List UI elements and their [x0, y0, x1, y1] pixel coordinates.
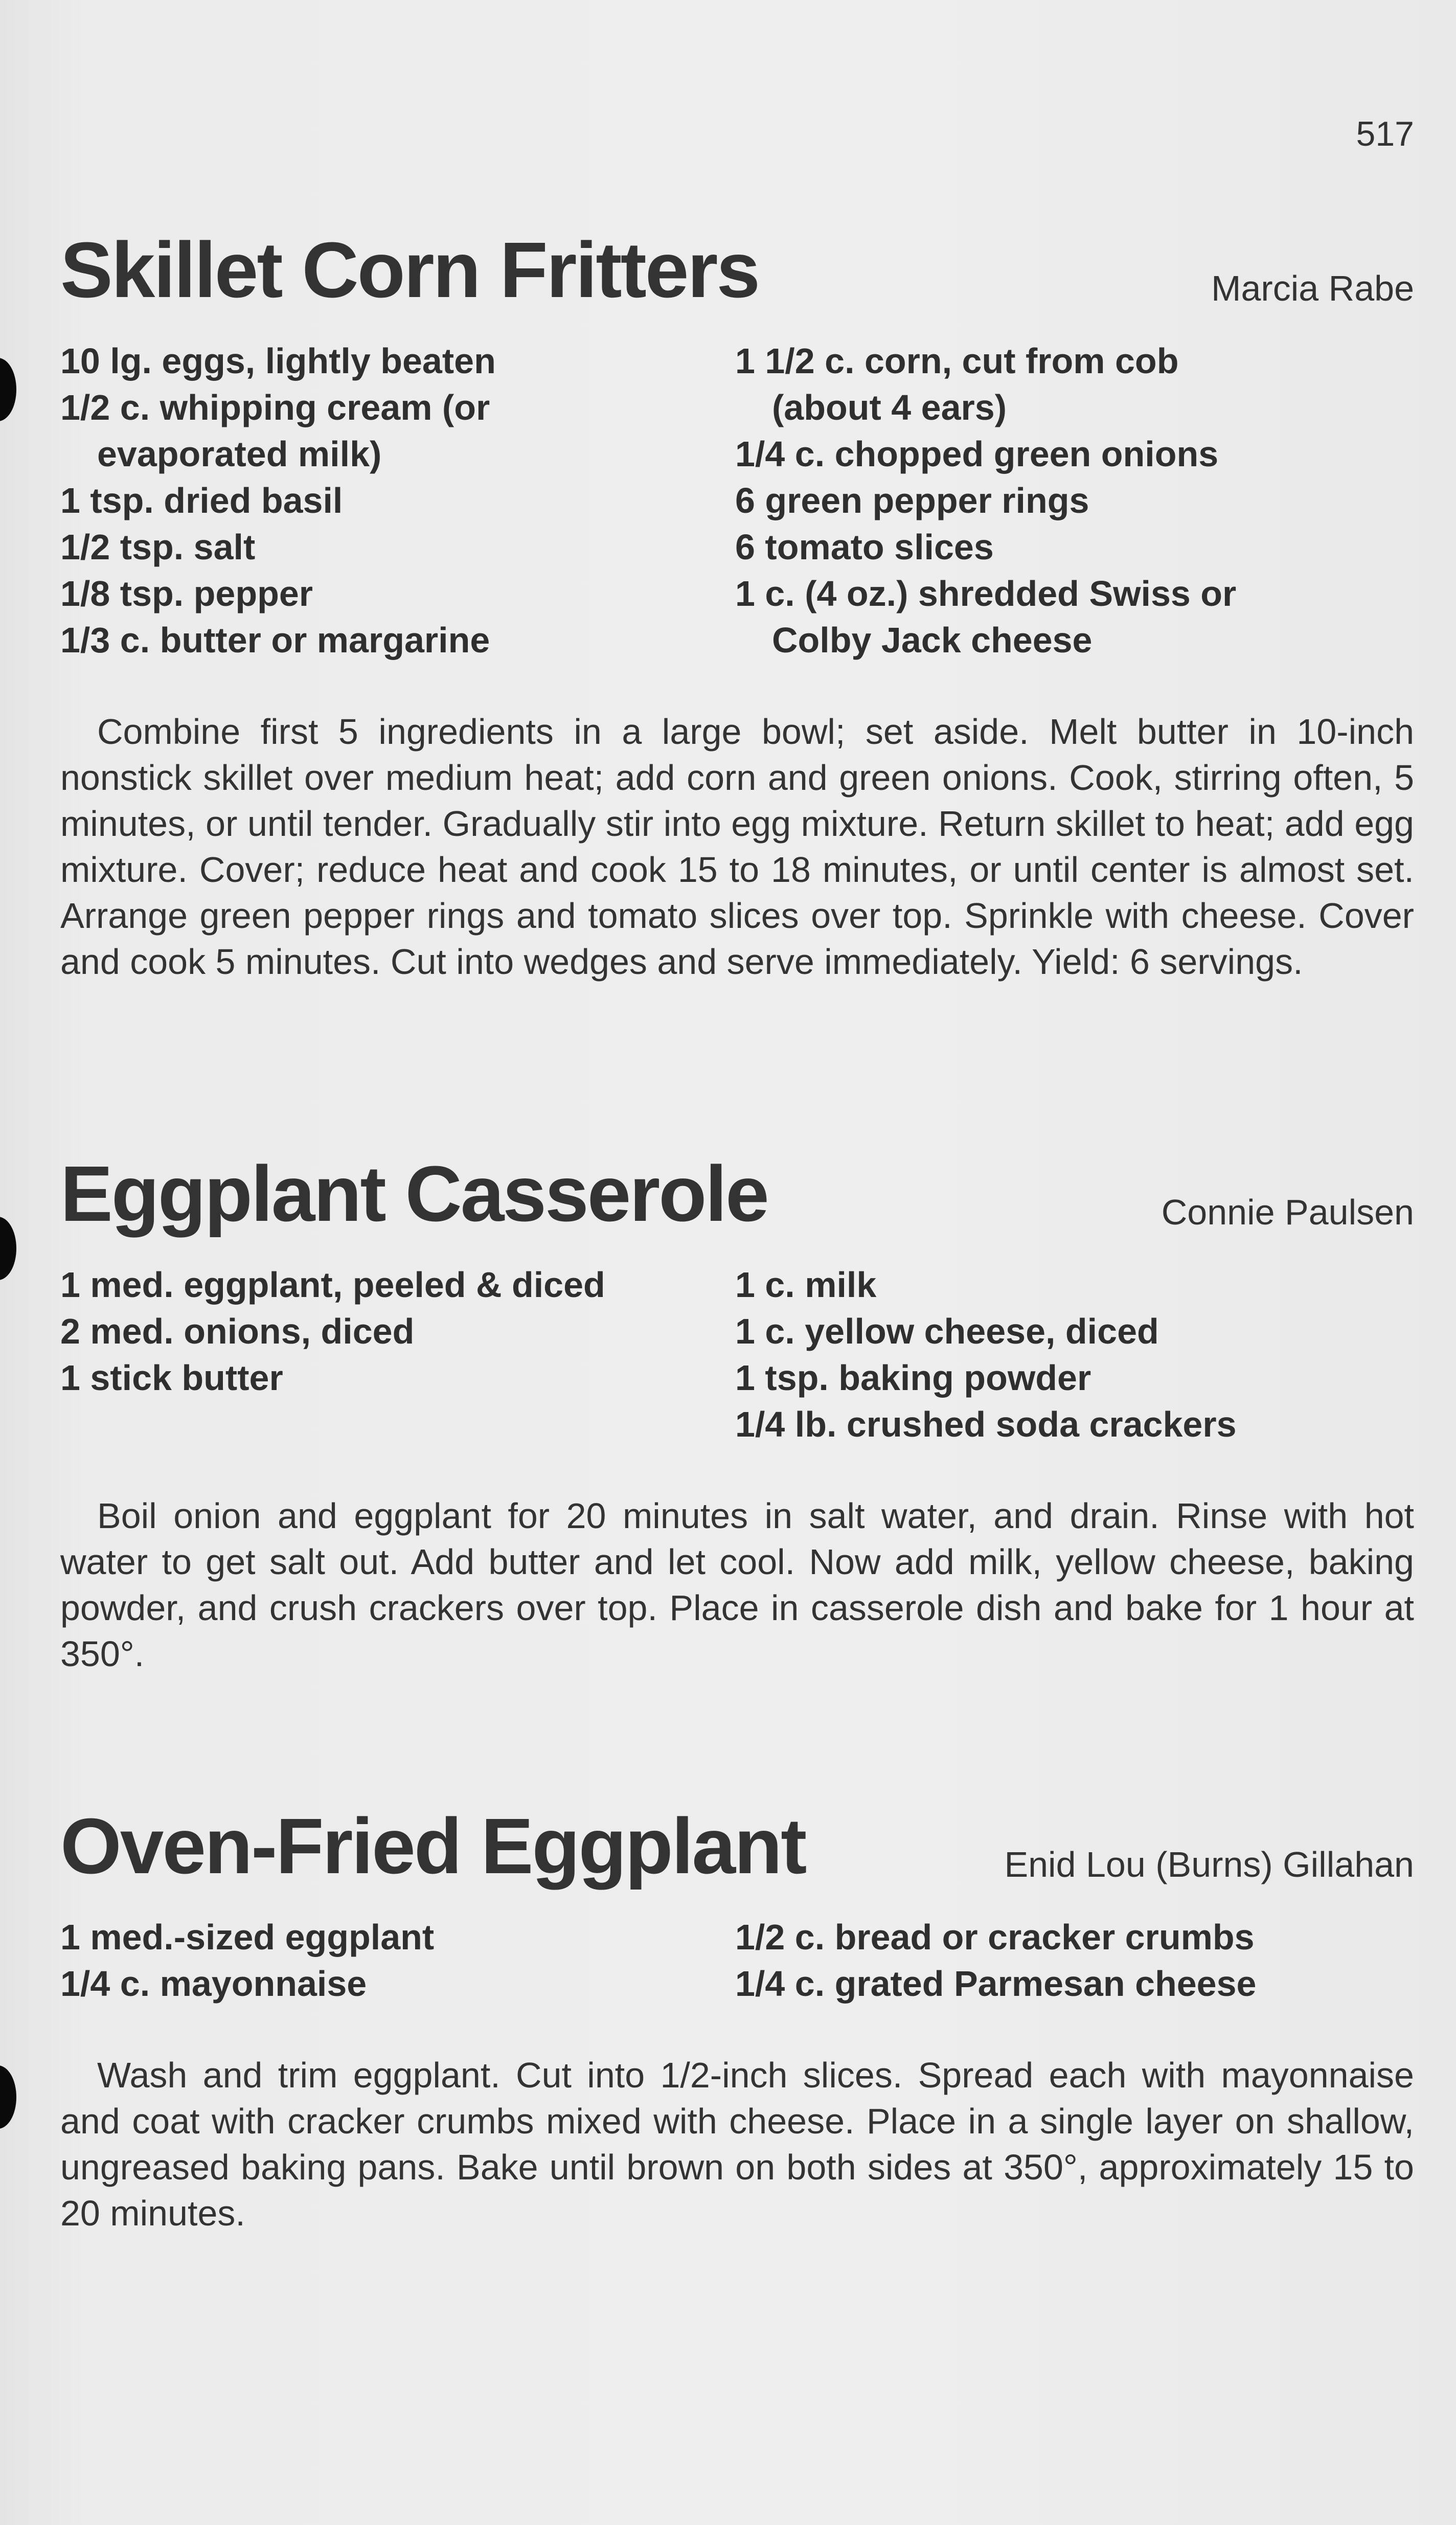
ingredient-item: 1/2 tsp. salt [60, 527, 256, 567]
recipe-skillet-corn-fritters [60, 217, 1414, 985]
binder-hole [0, 358, 16, 421]
recipe-author: Marcia Rabe [1211, 268, 1414, 308]
recipe-title: Oven-Fried Eggplant [60, 1802, 806, 1890]
ingredient-item: 1 c. milk [735, 1265, 877, 1305]
recipe-directions: Boil onion and eggplant for 20 minutes in salt water, and drain. Rinse with hot water to get salt out. Add butter and let cool. Now add milk, yellow cheese, baking powder, and crush crackers over top. Place in casserole dish and bake for 1 hour at 350°. [60, 1496, 1414, 1674]
recipe-author: Enid Lou (Burns) Gillahan [1004, 1845, 1414, 1884]
ingredient-item: 1/4 lb. crushed soda crackers [735, 1404, 1237, 1444]
ingredient-column-left [60, 1914, 735, 2007]
ingredient-item: 1 med.-sized eggplant [60, 1917, 435, 1957]
binder-hole [0, 1217, 16, 1280]
ingredient-column-right [735, 338, 1414, 664]
recipe-header [60, 217, 1414, 314]
ingredient-item: 1 c. yellow cheese, diced [735, 1311, 1159, 1351]
ingredient-item: 1 tsp. dried basil [60, 481, 343, 520]
ingredient-item: 2 med. onions, diced [60, 1311, 415, 1351]
ingredient-item: 10 lg. eggs, lightly beaten [60, 341, 496, 381]
ingredient-list [60, 1914, 1414, 2007]
ingredient-item: 6 green pepper rings [735, 481, 1089, 520]
ingredient-list [60, 1262, 1414, 1448]
recipe-eggplant-casserole [60, 1141, 1414, 1677]
ingredient-column-left [60, 338, 735, 664]
recipe-author: Connie Paulsen [1161, 1192, 1414, 1232]
ingredient-item: 1 c. (4 oz.) shredded Swiss or Colby Jack cheese [735, 574, 1237, 660]
recipe-oven-fried-eggplant [60, 1793, 1414, 2236]
ingredient-column-right [735, 1914, 1414, 2007]
ingredient-item: 1/2 c. whipping cream (or evaporated milk) [60, 388, 490, 474]
ingredient-item: 1 med. eggplant, peeled & diced [60, 1265, 605, 1305]
ingredient-item: 1/4 c. mayonnaise [60, 1964, 367, 2004]
recipe-header [60, 1141, 1414, 1238]
ingredient-list [60, 338, 1414, 664]
recipe-title: Skillet Corn Fritters [60, 226, 759, 314]
ingredient-item: 1 stick butter [60, 1358, 283, 1398]
ingredient-item: 1/8 tsp. pepper [60, 574, 313, 613]
recipe-header [60, 1793, 1414, 1890]
ingredient-item: 1/2 c. bread or cracker crumbs [735, 1917, 1255, 1957]
ingredient-item: 1/3 c. butter or margarine [60, 620, 490, 660]
ingredient-column-left [60, 1262, 735, 1448]
page-number: 517 [1356, 115, 1414, 153]
recipe-directions: Combine first 5 ingredients in a large bowl; set aside. Melt butter in 10-inch nonstick skillet over medium heat; add corn and green onions. Cook, stirring often, 5 minutes, or until tender. Gradually stir into egg mixture. Return skillet to heat; add egg mixture. Cover; reduce heat and cook 15 to 18 minutes, or until center is almost set. Arrange green pepper rings and tomato slices over top. Sprinkle with cheese. Cover and cook 5 minutes. Cut into wedges and serve immediately. Yield: 6 servings. [60, 712, 1414, 982]
ingredient-item: 6 tomato slices [735, 527, 994, 567]
binder-hole [0, 2065, 16, 2129]
ingredient-item: 1 tsp. baking powder [735, 1358, 1091, 1398]
ingredient-item: 1/4 c. chopped green onions [735, 434, 1219, 474]
ingredient-item: 1/4 c. grated Parmesan cheese [735, 1964, 1257, 2004]
ingredient-item: 1 1/2 c. corn, cut from cob (about 4 ears) [735, 341, 1179, 427]
ingredient-column-right [735, 1262, 1414, 1448]
recipe-directions: Wash and trim eggplant. Cut into 1/2-inch slices. Spread each with mayonnaise and coat with cracker crumbs mixed with cheese. Place in a single layer on shallow, ungreased baking pans. Bake until brown on both sides at 350°, approximately 15 to 20 minutes. [60, 2055, 1414, 2233]
recipe-title: Eggplant Casserole [60, 1150, 768, 1238]
